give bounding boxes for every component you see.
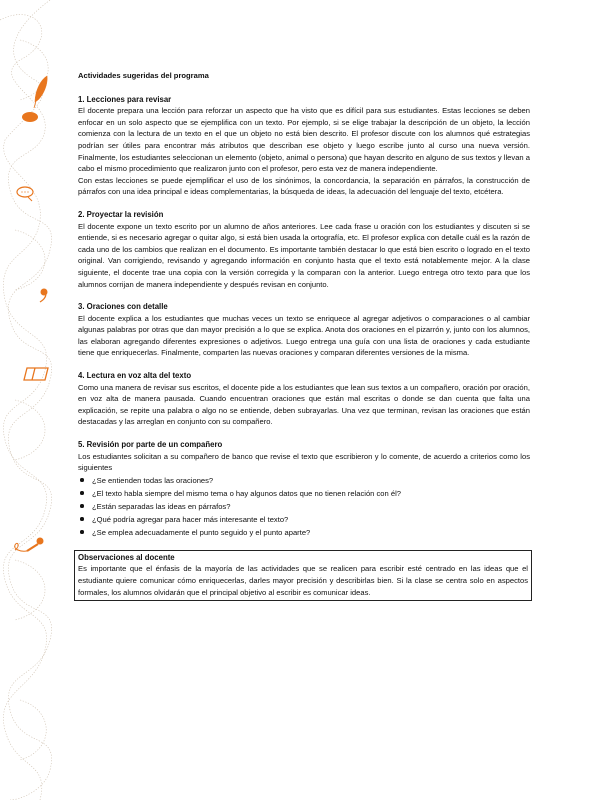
book-icon <box>24 368 48 380</box>
note-heading: Observaciones al docente <box>78 552 175 562</box>
section-heading: 5. Revisión por parte de un compañero <box>78 440 223 450</box>
speech-bubble-icon <box>17 187 33 201</box>
section-lecciones <box>78 94 530 198</box>
section-revision-companero <box>78 439 530 539</box>
document-title: Actividades sugeridas del programa <box>78 71 209 80</box>
paragraph: El docente explica a los estudiantes que muchas veces un texto se enriquece al agregar adjetivos o comparaciones o al cambiar algunas palabras por otras que dan mayor precisión a lo que se explica. Anota dos oraciones en el pizarrón y, junto con los alumnos, las elaboran agregando diferentes expresiones o adjetivos. Luego entrega una guía con una lista de oraciones y cada estudiante tiene que enriquecerlas. Finalmente, comparten las nuevas oraciones y comparan diferentes versiones de la misma. <box>78 313 530 358</box>
comma-icon <box>40 289 48 303</box>
section-heading: 3. Oraciones con detalle <box>78 302 168 312</box>
section-heading: 4. Lectura en voz alta del texto <box>78 371 192 381</box>
teacher-note-box <box>74 550 532 601</box>
list-item: ¿El texto habla siempre del mismo tema o hay algunos datos que no tienen relación con él? <box>78 487 530 500</box>
paragraph: Los estudiantes solicitan a su compañero de banco que revise el texto que escribieron y lo comente, de acuerdo a criterios como los siguientes <box>78 451 530 473</box>
section-heading: 2. Proyectar la revisión <box>78 209 164 219</box>
decorative-margin <box>0 0 70 800</box>
criteria-list <box>78 474 530 539</box>
paragraph: Con estas lecciones se puede ejemplificar el uso de los sinónimos, la concordancia, la separación en párrafos, la construcción de párrafos con una idea principal e ideas complementarias, la búsqueda de ideas, la adecuación del lenguaje del texto, etcétera. <box>78 175 530 197</box>
paragraph: El docente prepara una lección para reforzar un aspecto que ha visto que es difícil para sus estudiantes. Estas lecciones se deben enfocar en un solo aspecto que se ejemplifica con un texto. Por ejemplo, si se elige trabajar la descripción de un objeto, la lección comienza con la lectura de un texto en el que un objeto no está bien descrito. El profesor discute con los alumnos qué estrategias podrían ser útiles para encontrar más atributos que describan ese objeto y luego escribe junto al curso una nueva versión. Finalmente, los estudiantes seleccionan un elemento (objeto, animal o persona) que hayan descrito en alguno de sus textos y llevan a cabo el mismo procedimiento que realizaron junto con el profesor, pero esta vez de manera independiente. <box>78 106 530 174</box>
inkpot-icon <box>22 112 38 122</box>
section-oraciones <box>78 301 530 359</box>
section-heading: 1. Lecciones para revisar <box>78 94 172 104</box>
section-lectura <box>78 370 530 428</box>
section-proyectar <box>78 209 530 290</box>
microphone-icon <box>15 538 44 552</box>
document-body <box>78 70 530 601</box>
paragraph: Como una manera de revisar sus escritos, el docente pide a los estudiantes que lean sus textos a un compañero, oración por oración, en voz alta de manera pausada. Cuando encuentran oraciones que están mal escritas o donde se dan cuenta que falta una explicación, se repite una palabra o algo no se entiende, deben subrayarlas. Una vez que terminan, revisan las oraciones que están destacadas y las arreglan en conjunto con su compañero. <box>78 382 530 427</box>
list-item: ¿Están separadas las ideas en párrafos? <box>78 500 530 513</box>
paragraph: El docente expone un texto escrito por un alumno de años anteriores. Lee cada frase u oración con los estudiantes y discuten si se entiende, si es necesario agregar o quitar algo, si está bien usada la ortografía, etc. El profesor explica con detalle cuál es la razón de cada uno de los cambios que realizan en el documento. Es importante también destacar lo que está bien escrito o logrado en el texto original. Van corrigiendo, revisando y agregando información en conjunto hasta que el texto está notablemente mejor. A la clase siguiente, el docente trae una copia con la versión corregida y la comparan con la anterior. Luego entrega otro texto para que los alumnos corrijan de manera independiente y después revisan en conjunto. <box>78 221 530 289</box>
note-text: Es importante que el énfasis de la mayoría de las actividades que se realicen para escribir esté centrado en las ideas que el estudiante quiere comunicar cómo enriquecerlas, darles mayor precisión y describirlas bien. Si la clase se centra solo en aspectos formales, los alumnos olvidarán que el principal objetivo al escribir es comunicar ideas. <box>78 564 528 597</box>
list-item: ¿Se entienden todas las oraciones? <box>78 474 530 487</box>
list-item: ¿Qué podría agregar para hacer más interesante el texto? <box>78 513 530 526</box>
list-item: ¿Se emplea adecuadamente el punto seguido y el punto aparte? <box>78 526 530 539</box>
